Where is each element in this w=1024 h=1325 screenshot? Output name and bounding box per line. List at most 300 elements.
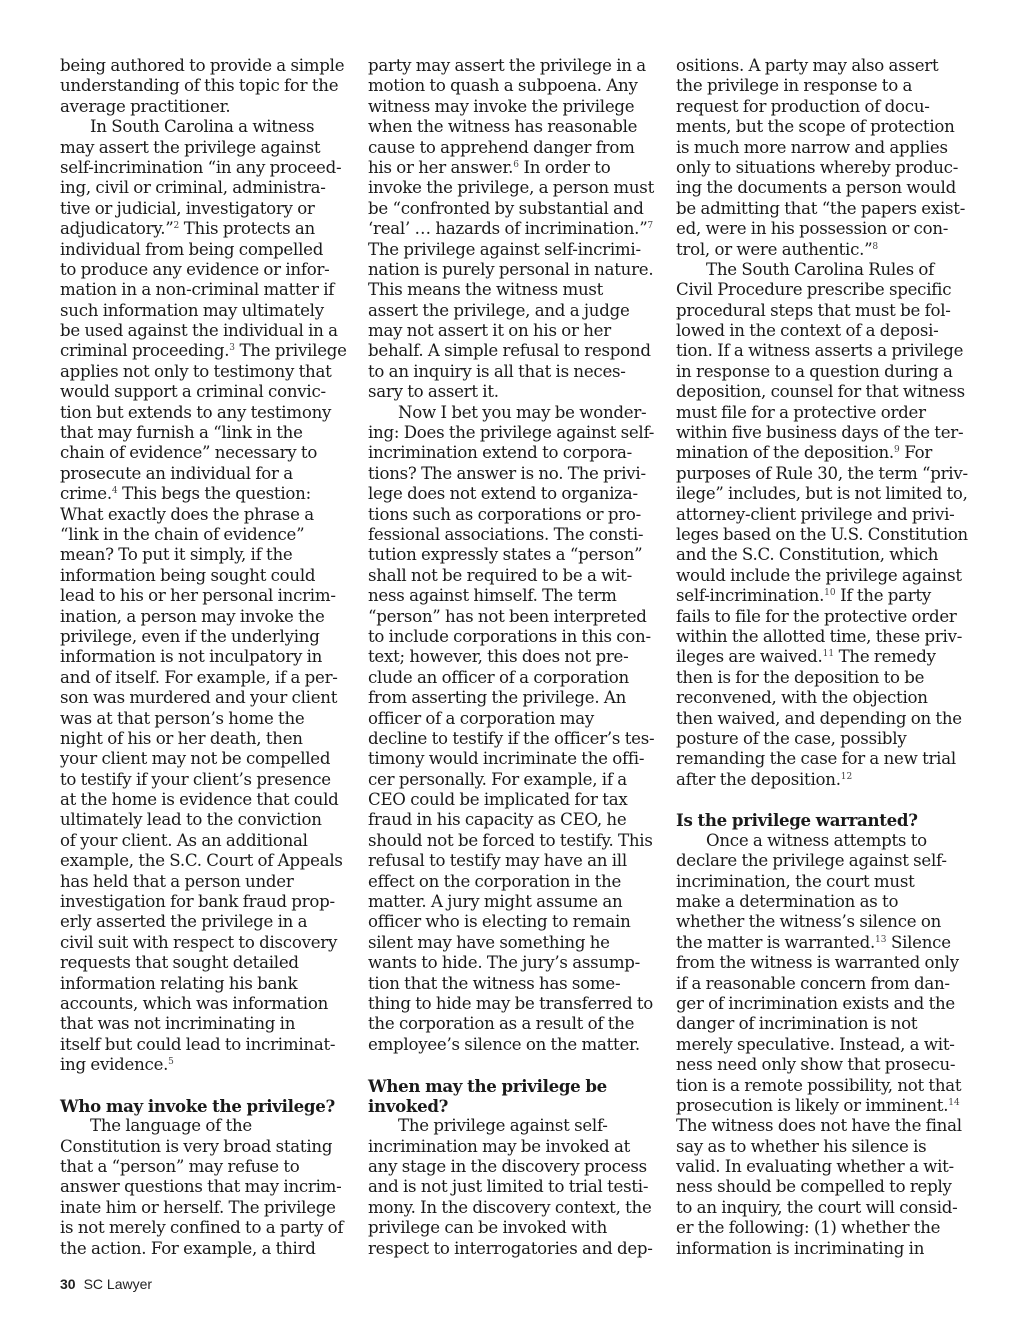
text-line xyxy=(60,974,352,994)
line-text-continued: Silence xyxy=(886,932,951,952)
line-text: may assert the privilege against xyxy=(60,137,321,157)
line-text: text; however, this does not pre- xyxy=(368,647,629,667)
line-text: ness should be compelled to reply xyxy=(676,1177,952,1197)
text-line xyxy=(676,240,968,260)
line-text: motion to quash a subpoena. Any xyxy=(368,76,638,96)
text-line xyxy=(676,1055,968,1075)
text-line xyxy=(368,321,660,341)
text-line xyxy=(676,341,968,361)
line-text: be used against the individual in a xyxy=(60,321,338,341)
text-line xyxy=(368,505,660,525)
line-text: witness may invoke the privilege xyxy=(368,96,635,116)
line-text: individual from being compelled xyxy=(60,239,324,259)
text-line xyxy=(676,912,968,932)
line-text: within five business days of the ter- xyxy=(676,423,964,443)
line-text: The language of the xyxy=(90,1116,252,1136)
line-text: clude an officer of a corporation xyxy=(368,667,629,687)
text-line xyxy=(368,1157,660,1177)
text-line xyxy=(60,810,352,830)
line-text: when the witness has reasonable xyxy=(368,117,638,137)
line-text: requests that sought detailed xyxy=(60,953,299,973)
text-line xyxy=(368,382,660,402)
line-text: matter. A jury might assume an xyxy=(368,892,623,912)
text-line xyxy=(368,647,660,667)
paragraph-spacer xyxy=(676,790,968,810)
line-text: privilege can be invoked with xyxy=(368,1218,607,1238)
text-line xyxy=(676,464,968,484)
footnote-marker: 14 xyxy=(948,1097,960,1108)
text-line xyxy=(368,566,660,586)
line-text-continued: In order to xyxy=(518,157,611,177)
text-line xyxy=(676,525,966,545)
text-line xyxy=(60,382,352,402)
text-line xyxy=(60,1239,352,1259)
text-line xyxy=(60,76,352,96)
text-line xyxy=(60,260,352,280)
line-text: answer questions that may incrim- xyxy=(60,1177,342,1197)
text-line xyxy=(368,831,660,851)
line-text: then is for the deposition to be xyxy=(676,667,925,687)
line-text: at the home is evidence that could xyxy=(60,790,339,810)
line-text: information relating his bank xyxy=(60,973,298,993)
line-text: cause to apprehend danger from xyxy=(368,137,635,157)
line-text: should not be forced to testify. This xyxy=(368,830,653,850)
text-line xyxy=(60,627,352,647)
footnote-marker: 2 xyxy=(173,221,180,232)
line-text: What exactly does the phrase a xyxy=(60,504,314,524)
text-line xyxy=(676,382,968,402)
line-text: ilege” includes, but is not limited to, xyxy=(676,484,968,504)
text-line xyxy=(676,647,968,667)
line-text: tions? The answer is no. The privi- xyxy=(368,463,646,483)
text-line xyxy=(60,566,352,586)
footnote-marker: 11 xyxy=(822,649,835,660)
line-text: procedural steps that must be fol- xyxy=(676,300,951,320)
line-text: and the S.C. Constitution, which xyxy=(676,545,939,565)
line-text: whether the witness’s silence on xyxy=(676,912,942,932)
line-text: may not assert it on his or her xyxy=(368,321,611,341)
line-text: Now I bet you may be wonder- xyxy=(398,402,647,422)
text-line xyxy=(676,301,968,321)
line-text: information is not inculpatory in xyxy=(60,647,323,667)
text-line xyxy=(60,301,352,321)
section-heading xyxy=(676,810,968,830)
text-line xyxy=(368,484,660,504)
line-text: only to situations whereby produc- xyxy=(676,157,959,177)
text-line xyxy=(676,260,968,280)
text-line xyxy=(676,1218,968,1238)
line-text: mony. In the discovery context, the xyxy=(368,1197,652,1217)
line-text: posture of the case, possibly xyxy=(676,728,907,748)
text-line xyxy=(368,545,660,565)
line-text: within the allotted time, these priv- xyxy=(676,626,963,646)
text-line xyxy=(60,97,352,117)
text-line xyxy=(368,260,660,280)
footnote-marker: 4 xyxy=(111,486,118,497)
line-text: thing to hide may be transferred to xyxy=(368,993,654,1013)
section-heading xyxy=(60,1096,352,1116)
line-text: understanding of this topic for the xyxy=(60,76,339,96)
text-line xyxy=(368,240,660,260)
line-text: deposition, counsel for that witness xyxy=(676,382,965,402)
line-text: ness need only show that prosecu- xyxy=(676,1055,956,1075)
footnote-marker: 13 xyxy=(874,934,887,945)
text-line xyxy=(60,158,352,178)
text-line xyxy=(676,933,968,953)
line-text: is not merely confined to a party of xyxy=(60,1218,344,1238)
line-text: to produce any evidence or infor- xyxy=(60,259,330,279)
line-text: crime. xyxy=(60,484,112,504)
line-text: Civil Procedure prescribe specific xyxy=(676,280,952,300)
line-text: ‘real’ … hazards of incrimination.” xyxy=(368,219,648,239)
text-line xyxy=(676,423,968,443)
line-text: The privilege against self- xyxy=(398,1116,608,1136)
text-line xyxy=(368,872,660,892)
text-line xyxy=(60,1116,352,1136)
line-text: “person” has not been interpreted xyxy=(368,606,647,626)
text-line xyxy=(60,709,352,729)
text-line xyxy=(368,280,660,300)
text-line xyxy=(60,525,352,545)
line-text: is much more narrow and applies xyxy=(676,137,948,157)
line-text: such information may ultimately xyxy=(60,300,324,320)
text-line xyxy=(368,423,660,443)
text-line xyxy=(60,770,352,790)
line-text: example, the S.C. Court of Appeals xyxy=(60,851,343,871)
line-text: decline to testify if the officer’s tes- xyxy=(368,728,655,748)
text-line xyxy=(60,219,352,239)
line-text: ger of incrimination exists and the xyxy=(676,993,955,1013)
line-text: employee’s silence on the matter. xyxy=(368,1034,640,1054)
line-text: would support a criminal convic- xyxy=(60,382,326,402)
line-text: criminal proceeding. xyxy=(60,341,230,361)
line-text: trol, or were authentic.” xyxy=(676,239,873,259)
line-text: Is the privilege warranted? xyxy=(676,810,918,831)
text-line xyxy=(676,321,968,341)
text-line xyxy=(676,892,968,912)
text-line xyxy=(60,138,352,158)
line-text: er the following: (1) whether the xyxy=(676,1218,941,1238)
line-text: This means the witness must xyxy=(368,280,604,300)
line-text: accounts, which was information xyxy=(60,993,329,1013)
text-line xyxy=(676,831,968,851)
text-line xyxy=(60,321,352,341)
text-line xyxy=(676,505,968,525)
line-text: invoke the privilege, a person must xyxy=(368,178,654,198)
page-footer xyxy=(60,1276,152,1292)
line-text: self-incrimination “in any proceed- xyxy=(60,157,342,177)
line-text: The privilege against self-incrimi- xyxy=(368,239,641,259)
line-text: his or her answer. xyxy=(368,157,514,177)
text-line xyxy=(368,627,660,647)
line-text: the action. For example, a third xyxy=(60,1238,316,1258)
line-text: lead to his or her personal incrim- xyxy=(60,586,336,606)
line-text: tion but extends to any testimony xyxy=(60,402,332,422)
text-column-3 xyxy=(676,56,968,1259)
text-line xyxy=(60,1218,352,1238)
text-line xyxy=(60,280,352,300)
line-text: “link in the chain of evidence” xyxy=(60,524,305,544)
line-text: tion. If a witness asserts a privilege xyxy=(676,341,964,361)
line-text: applies not only to testimony that xyxy=(60,361,332,381)
text-line xyxy=(368,953,660,973)
text-line xyxy=(60,199,352,219)
text-line xyxy=(676,97,968,117)
line-text: son was murdered and your client xyxy=(60,688,338,708)
text-line xyxy=(60,505,352,525)
line-text: mination of the deposition. xyxy=(676,443,894,463)
text-line xyxy=(368,117,660,137)
text-line xyxy=(60,994,352,1014)
text-line xyxy=(676,1014,968,1034)
text-line xyxy=(676,1198,968,1218)
line-text: ination, a person may invoke the xyxy=(60,606,325,626)
text-line xyxy=(368,443,660,463)
text-line xyxy=(60,1157,352,1177)
footnote-marker: 10 xyxy=(824,588,836,599)
line-text: the matter is warranted. xyxy=(676,932,875,952)
line-text: silent may have something he xyxy=(368,932,610,952)
text-line xyxy=(60,953,352,973)
text-line xyxy=(60,790,352,810)
text-line xyxy=(60,892,352,912)
text-line xyxy=(676,851,968,871)
text-line xyxy=(676,1096,968,1116)
line-text: In South Carolina a witness xyxy=(90,117,315,137)
line-text: be “confronted by substantial and xyxy=(368,198,644,218)
line-text: to an inquiry is all that is neces- xyxy=(368,361,626,381)
text-line xyxy=(368,199,660,219)
text-line xyxy=(676,1076,968,1096)
line-text: to an inquiry, the court will consid- xyxy=(676,1197,958,1217)
paragraph-spacer xyxy=(60,1076,352,1096)
line-text: attorney-client privilege and privi- xyxy=(676,504,955,524)
line-text: has held that a person under xyxy=(60,871,294,891)
text-line xyxy=(60,1035,352,1055)
text-line xyxy=(676,158,968,178)
text-line xyxy=(368,525,660,545)
line-text: investigation for bank fraud prop- xyxy=(60,892,335,912)
text-line xyxy=(368,974,660,994)
line-text: sary to assert it. xyxy=(368,382,499,402)
text-line xyxy=(368,56,660,76)
text-line xyxy=(368,158,660,178)
line-text: be admitting that “the papers exist- xyxy=(676,198,966,218)
line-text: respect to interrogatories and dep- xyxy=(368,1238,653,1258)
line-text: shall not be required to be a wit- xyxy=(368,565,632,585)
text-line xyxy=(676,280,968,300)
page-number: 30 xyxy=(60,1276,76,1292)
line-text: any stage in the discovery process xyxy=(368,1157,647,1177)
line-text: reconvened, with the objection xyxy=(676,688,928,708)
text-line xyxy=(60,851,352,871)
section-heading xyxy=(368,1076,660,1096)
text-line xyxy=(368,362,660,382)
text-line xyxy=(676,994,968,1014)
line-text: would include the privilege against xyxy=(676,565,962,585)
line-text: that was not incriminating in xyxy=(60,1014,296,1034)
line-text-continued: This begs the question: xyxy=(117,484,311,504)
text-line xyxy=(368,709,660,729)
line-text: tions such as corporations or pro- xyxy=(368,504,642,524)
text-line xyxy=(676,1116,968,1136)
line-text: to include corporations in this con- xyxy=(368,626,651,646)
text-line xyxy=(368,586,660,606)
line-text: ed, were in his possession or con- xyxy=(676,219,949,239)
line-text: wants to hide. The jury’s assump- xyxy=(368,953,641,973)
publication-name: SC Lawyer xyxy=(83,1276,153,1292)
text-line xyxy=(60,872,352,892)
text-line xyxy=(60,403,352,423)
text-line xyxy=(368,790,660,810)
line-text: ness against himself. The term xyxy=(368,586,617,606)
line-text: the corporation as a result of the xyxy=(368,1014,635,1034)
line-text: from asserting the privilege. An xyxy=(368,688,627,708)
line-text: Constitution is very broad stating xyxy=(60,1136,333,1156)
text-line xyxy=(60,607,352,627)
text-line xyxy=(676,545,968,565)
text-line xyxy=(60,1198,352,1218)
line-text: ultimately lead to the conviction xyxy=(60,810,322,830)
line-text: nation is purely personal in nature. xyxy=(368,259,654,279)
line-text: Once a witness attempts to xyxy=(706,830,927,850)
text-line xyxy=(676,872,968,892)
text-line xyxy=(60,240,352,260)
line-text: ing: Does the privilege against self- xyxy=(368,423,655,443)
text-line xyxy=(676,56,968,76)
text-line xyxy=(676,974,968,994)
line-text: must file for a protective order xyxy=(676,402,926,422)
line-text: being authored to provide a simple xyxy=(60,56,345,75)
line-text: The South Carolina Rules of xyxy=(706,259,934,279)
line-text: refusal to testify may have an ill xyxy=(368,851,627,871)
footnote-marker: 12 xyxy=(840,771,853,782)
text-line xyxy=(60,423,352,443)
text-line xyxy=(60,933,352,953)
line-text: night of his or her death, then xyxy=(60,728,303,748)
line-text: timony would incriminate the offi- xyxy=(368,749,645,769)
text-line xyxy=(676,668,968,688)
text-line xyxy=(676,138,968,158)
line-text: lege does not extend to organiza- xyxy=(368,484,638,504)
line-text: When may the privilege be xyxy=(368,1075,607,1096)
line-text: incrimination extend to corpora- xyxy=(368,443,633,463)
text-line xyxy=(60,117,352,137)
text-line xyxy=(676,770,968,790)
text-line xyxy=(368,892,660,912)
line-text: chain of evidence” necessary to xyxy=(60,443,318,463)
text-line xyxy=(676,443,968,463)
line-text: was at that person’s home the xyxy=(60,708,305,728)
text-line xyxy=(676,1239,968,1259)
text-line xyxy=(368,1035,660,1055)
section-heading xyxy=(368,1096,660,1116)
paragraph-spacer xyxy=(368,1055,660,1075)
text-line xyxy=(368,464,660,484)
text-line xyxy=(676,1157,968,1177)
text-line xyxy=(60,668,352,688)
line-text: declare the privilege against self- xyxy=(676,851,947,871)
line-text: your client may not be compelled xyxy=(60,749,331,769)
line-text: prosecute an individual for a xyxy=(60,463,293,483)
line-text: erly asserted the privilege in a xyxy=(60,912,308,932)
line-text: in response to a question during a xyxy=(676,361,953,381)
footnote-marker: 8 xyxy=(872,241,879,252)
line-text: incrimination may be invoked at xyxy=(368,1136,631,1156)
text-line xyxy=(60,586,352,606)
text-line xyxy=(60,362,352,382)
line-text: ing evidence. xyxy=(60,1055,169,1075)
text-line xyxy=(368,851,660,871)
line-text: if a reasonable concern from dan- xyxy=(676,973,950,993)
line-text: incrimination, the court must xyxy=(676,871,915,891)
line-text: invoked? xyxy=(368,1095,449,1116)
line-text: privilege, even if the underlying xyxy=(60,626,320,646)
text-line xyxy=(368,770,660,790)
line-text: civil suit with respect to discovery xyxy=(60,932,338,952)
line-text: officer of a corporation may xyxy=(368,708,595,728)
line-text: CEO could be implicated for tax xyxy=(368,790,628,810)
line-text: adjudicatory.” xyxy=(60,219,174,239)
text-line xyxy=(368,301,660,321)
text-line xyxy=(368,1239,660,1259)
text-line xyxy=(60,1055,352,1075)
line-text: ments, but the scope of protection xyxy=(676,117,955,137)
line-text: that may furnish a “link in the xyxy=(60,423,303,443)
text-line xyxy=(676,484,966,504)
line-text: ositions. A party may also assert xyxy=(676,56,939,75)
text-line xyxy=(60,912,352,932)
line-text: inate him or herself. The privilege xyxy=(60,1197,336,1217)
text-line xyxy=(368,138,660,158)
text-line xyxy=(60,1014,352,1034)
line-text: cer personally. For example, if a xyxy=(368,769,627,789)
text-line xyxy=(676,362,968,382)
text-line xyxy=(368,912,660,932)
line-text: itself but could lead to incriminat- xyxy=(60,1034,336,1054)
text-line xyxy=(368,1177,660,1197)
text-line xyxy=(60,1177,352,1197)
footnote-marker: 9 xyxy=(893,445,900,456)
line-text: fessional associations. The consti- xyxy=(368,524,644,544)
line-text: party may assert the privilege in a xyxy=(368,56,646,75)
text-line xyxy=(368,1198,660,1218)
line-text: of your client. As an additional xyxy=(60,830,308,850)
text-line xyxy=(368,97,660,117)
text-line xyxy=(60,56,352,76)
line-text: say as to whether his silence is xyxy=(676,1136,927,1156)
text-line xyxy=(60,749,352,769)
text-line xyxy=(676,199,968,219)
text-line xyxy=(676,953,968,973)
line-text-continued: For xyxy=(899,443,933,463)
footnote-marker: 6 xyxy=(513,159,519,170)
line-text: after the deposition. xyxy=(676,769,841,789)
line-text: lowed in the context of a deposi- xyxy=(676,321,939,341)
line-text: mean? To put it simply, if the xyxy=(60,545,293,565)
text-line xyxy=(368,1218,660,1238)
footnote-marker: 7 xyxy=(647,221,654,232)
text-line xyxy=(676,76,968,96)
line-text-continued: The privilege xyxy=(234,341,347,361)
line-text: tion is a remote possibility, not that xyxy=(676,1075,962,1095)
text-line xyxy=(60,729,352,749)
text-line xyxy=(676,1035,968,1055)
text-line xyxy=(368,76,660,96)
line-text-continued: This protects an xyxy=(179,219,315,239)
line-text: from the witness is warranted only xyxy=(676,953,959,973)
text-line xyxy=(368,810,660,830)
